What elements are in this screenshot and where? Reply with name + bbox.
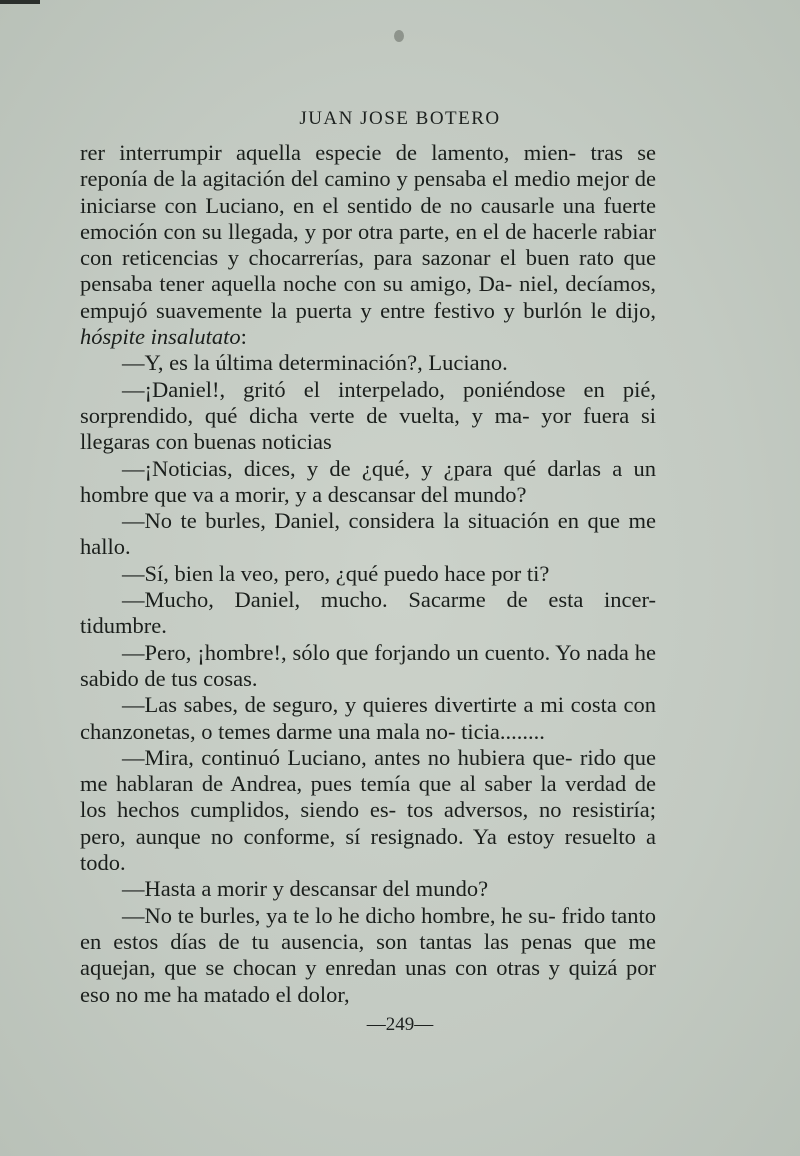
scan-edge-mark [0,0,40,4]
paragraph-1 [80,140,656,350]
paragraph-11: —Hasta a morir y descansar del mundo? [122,876,489,902]
paragraph-2: —Y, es la última determinación?, Luciano. [122,350,508,376]
paragraph-8: —Pero, ¡hombre!, sólo que forjando un cuento. Yo nada he sabido de tus cosas. [80,639,656,691]
running-title: JUAN JOSE BOTERO [299,108,501,129]
paragraph-5: —No te burles, Daniel, considera la situación en que me hallo. [80,508,656,560]
paper-speck [394,30,404,42]
paragraph-7: —Mucho, Daniel, mucho. Sacarme de esta incer- tidumbre. [80,587,656,639]
paragraph-1-text: rer interrumpir aquella especie de lamento, mien- tras se reponía de la agitación del camino y pensaba el medio mejor de iniciarse con Luciano, en el sentido de no causarle una fuerte emoción con su llegada, y por otra parte, en el de hacerle rabiar con reticencias y chocarrerías, para sazonar el buen rato que pensaba tener aquella noche con su amigo, Da- niel, decíamos, empujó suavemente la puerta y entre festivo y burlón le dijo, [80,140,656,323]
paragraph-12: —No te burles, ya te lo he dicho hombre, he su- frido tanto en estos días de tu ausencia, son tantas las penas que me aquejan, que se chocan y enredan unas con otras y quizá por eso no me ha matado el dolor, [80,902,656,1007]
paragraph-6: —Sí, bien la veo, pero, ¿qué puedo hace por ti? [122,560,550,586]
paragraph-10: —Mira, continuó Luciano, antes no hubiera que- rido que me hablaran de Andrea, pues temía que al saber la verdad de los hechos cumplidos, siendo es- tos adversos, no resistiría; pero, aunque no conforme, sí resignado. Ya estoy resuelto a todo. [80,744,656,876]
page-number: —249— [366,1014,434,1035]
latin-emphasis: hóspite insalutato [80,324,241,350]
body-text [80,140,656,1008]
paragraph-3: —¡Daniel!, gritó el interpelado, poniéndose en pié, sorprendido, qué dicha verte de vuelta, y ma- yor fuera si llegaras con buenas noticias [80,376,656,455]
paragraph-9: —Las sabes, de seguro, y quieres divertirte a mi costa con chanzonetas, o temes darme una mala no- ticia........ [80,692,656,744]
paragraph-4: —¡Noticias, dices, y de ¿qué, y ¿para qué darlas a un hombre que va a morir, y a descansar del mundo? [80,455,656,507]
paragraph-1-end: : [240,324,247,350]
